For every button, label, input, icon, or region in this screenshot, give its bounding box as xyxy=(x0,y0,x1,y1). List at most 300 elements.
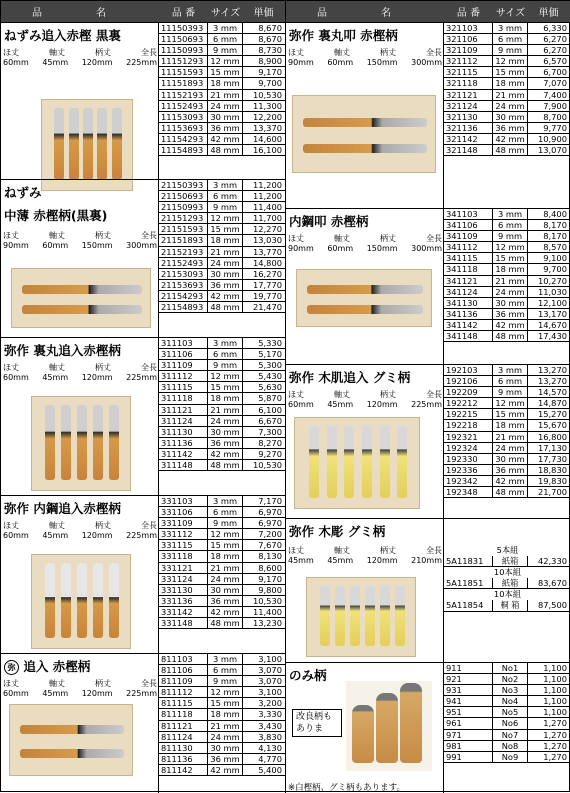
product-code: 331118 xyxy=(159,551,208,561)
product-info xyxy=(286,663,444,793)
product-size: No2 xyxy=(493,674,528,684)
product-size: 48 mm xyxy=(493,487,528,497)
product-price: 7,300 xyxy=(258,426,282,437)
table-row xyxy=(159,291,286,302)
product-price: 8,570 xyxy=(543,242,567,253)
table-row xyxy=(444,365,570,376)
chisel-handle-image xyxy=(376,693,398,763)
chisel-image xyxy=(61,563,71,638)
product-code: 911 xyxy=(444,663,493,673)
product-price: 8,670 xyxy=(258,34,282,45)
box-type: 桐 箱 xyxy=(493,600,528,610)
dim-label: 全長 xyxy=(141,363,157,372)
price-table xyxy=(444,209,570,342)
table-row xyxy=(159,438,286,449)
chisel-image xyxy=(303,118,427,127)
table-row xyxy=(159,607,286,618)
price-table xyxy=(159,338,286,471)
product-price: 21,470 xyxy=(252,302,282,313)
product-size: 21 mm xyxy=(493,90,528,100)
dims-values xyxy=(3,373,157,382)
product-code: 11154293 xyxy=(159,134,208,144)
table-row xyxy=(159,496,286,507)
table-row xyxy=(444,112,570,123)
dim-label: ほ丈 xyxy=(288,234,304,243)
dim-value: 45mm xyxy=(42,373,69,382)
right-header xyxy=(286,1,570,22)
product-size: 6 mm xyxy=(208,34,243,44)
product-code: 192342 xyxy=(444,476,493,486)
product-code: 311115 xyxy=(159,382,208,392)
product-code: 11153093 xyxy=(159,112,208,122)
price-table xyxy=(159,180,286,313)
product-size: 9 mm xyxy=(208,676,243,686)
table-row xyxy=(159,405,286,416)
table-row xyxy=(444,556,570,567)
product-size: 30 mm xyxy=(208,743,243,753)
product-price: 5,400 xyxy=(258,764,282,775)
product-code: 192324 xyxy=(444,443,493,453)
table-row xyxy=(444,231,570,242)
table-row xyxy=(444,718,570,729)
product-title-text: ねずみ xyxy=(4,185,42,200)
table-row xyxy=(159,743,286,754)
product-size: 24 mm xyxy=(208,574,243,584)
dim-label: 軸丈 xyxy=(49,521,65,530)
product-price: 6,270 xyxy=(543,45,567,56)
product-code: 11151893 xyxy=(159,78,208,88)
header-price: 単価 xyxy=(253,8,274,19)
chisel-image xyxy=(303,144,427,153)
table-row xyxy=(444,90,570,101)
product-size: 36 mm xyxy=(493,465,528,475)
dim-label: 全長 xyxy=(141,231,157,240)
dim-value: 120mm xyxy=(81,58,113,67)
product-price: 1,100 xyxy=(543,663,567,673)
product-price: 13,770 xyxy=(252,246,282,257)
product-size: 12 mm xyxy=(208,687,243,697)
product-price: 9,700 xyxy=(258,78,282,89)
product-size: 30 mm xyxy=(493,298,528,308)
product-code: 331109 xyxy=(159,518,208,528)
product-code: 21150993 xyxy=(159,202,208,212)
product-section xyxy=(1,495,286,653)
dim-label: ほ丈 xyxy=(3,363,19,372)
product-size: 21 mm xyxy=(208,563,243,573)
product-price: 3,330 xyxy=(258,709,282,720)
table-row xyxy=(444,420,570,431)
table-row xyxy=(159,145,286,156)
product-price: 1,100 xyxy=(543,685,567,696)
table-row xyxy=(444,454,570,465)
product-price: 10,530 xyxy=(252,89,282,100)
product-size: 15 mm xyxy=(208,698,243,708)
dims-labels xyxy=(288,233,442,244)
product-size: 6 mm xyxy=(493,376,528,386)
product-price: 11,700 xyxy=(252,213,282,224)
table-row xyxy=(444,465,570,476)
product-code: 21151293 xyxy=(159,213,208,223)
product-code: 311118 xyxy=(159,393,208,403)
chisel-image xyxy=(54,108,64,180)
table-row xyxy=(444,578,570,589)
product-price: 83,670 xyxy=(537,578,567,589)
dim-value: 45mm xyxy=(327,400,354,409)
chisel-image xyxy=(22,305,142,314)
table-row xyxy=(159,449,286,460)
table-row xyxy=(159,540,286,551)
header-price: 単価 xyxy=(538,8,559,19)
table-row xyxy=(159,551,286,562)
table-row xyxy=(444,487,570,498)
product-size: 24 mm xyxy=(208,258,243,268)
product-price: 16,100 xyxy=(252,145,282,156)
table-row xyxy=(444,696,570,707)
table-row xyxy=(444,78,570,89)
product-size: 6 mm xyxy=(493,220,528,230)
product-size: 3 mm xyxy=(208,180,243,190)
product-code: 811118 xyxy=(159,709,208,719)
product-size: 12 mm xyxy=(493,56,528,66)
product-section xyxy=(286,518,570,662)
table-row xyxy=(159,676,286,687)
product-price: 7,670 xyxy=(258,540,282,551)
table-row xyxy=(159,67,286,78)
chisel-image xyxy=(45,405,55,480)
product-code: 11150693 xyxy=(159,34,208,44)
product-price: 17,430 xyxy=(537,331,567,342)
product-section xyxy=(1,337,286,495)
product-size: 3 mm xyxy=(493,23,528,33)
chisel-image xyxy=(327,426,337,498)
product-code: 21154893 xyxy=(159,302,208,312)
product-price: 6,570 xyxy=(543,56,567,67)
product-size: 21 mm xyxy=(208,721,243,731)
product-code: 331130 xyxy=(159,585,208,595)
product-size: 18 mm xyxy=(208,78,243,88)
table-row xyxy=(159,618,286,629)
product-code: 991 xyxy=(444,752,493,762)
product-code: 311106 xyxy=(159,349,208,359)
table-row xyxy=(159,529,286,540)
product-size: 18 mm xyxy=(493,264,528,274)
product-code: 11150393 xyxy=(159,23,208,33)
table-row xyxy=(159,360,286,371)
product-code: 341106 xyxy=(444,220,493,230)
product-code: 11150993 xyxy=(159,45,208,55)
product-title-text: のみ柄 xyxy=(289,668,327,683)
product-size: 21 mm xyxy=(208,405,243,415)
product-size: 42 mm xyxy=(208,765,243,775)
product-code: 811121 xyxy=(159,721,208,731)
product-info xyxy=(1,180,159,337)
product-size: No4 xyxy=(493,696,528,706)
dim-value: 90mm xyxy=(288,244,314,253)
dims-labels xyxy=(288,389,442,400)
product-price: 12,100 xyxy=(537,297,567,308)
product-price: 42,330 xyxy=(537,556,567,567)
product-code: 341103 xyxy=(444,209,493,219)
product-code: 11151293 xyxy=(159,56,208,66)
dim-label: 軸丈 xyxy=(49,231,65,240)
product-price: 1,270 xyxy=(543,751,567,762)
product-code: 811109 xyxy=(159,676,208,686)
chisel-handle-image xyxy=(400,683,422,763)
product-info xyxy=(1,23,159,179)
product-size: 30 mm xyxy=(208,269,243,279)
product-price: 11,400 xyxy=(252,202,282,213)
product-size: No5 xyxy=(493,707,528,717)
dim-value: 60mm xyxy=(3,689,29,698)
dim-value: 300mm xyxy=(411,58,442,67)
product-price: 13,030 xyxy=(252,235,282,246)
product-code: 311142 xyxy=(159,449,208,459)
product-code: 21153693 xyxy=(159,280,208,290)
product-code: 331142 xyxy=(159,607,208,617)
table-row xyxy=(444,209,570,220)
product-price: 11,400 xyxy=(252,606,282,617)
product-info xyxy=(286,23,444,208)
dim-label: 柄丈 xyxy=(380,390,396,399)
table-row xyxy=(444,101,570,112)
product-code: 21150693 xyxy=(159,191,208,201)
product-size: 30 mm xyxy=(493,112,528,122)
header-name: 品 名 xyxy=(32,8,128,19)
dim-label: 柄丈 xyxy=(380,234,396,243)
product-size: 9 mm xyxy=(493,45,528,55)
product-code: 192218 xyxy=(444,420,493,430)
dim-value: 45mm xyxy=(42,531,69,540)
table-row xyxy=(444,443,570,454)
product-title xyxy=(4,499,121,517)
product-photo xyxy=(296,269,432,327)
product-title-text: 弥作 裏丸追入赤樫柄 xyxy=(4,343,121,358)
product-code: 21154293 xyxy=(159,291,208,301)
dim-value: 45mm xyxy=(327,556,354,565)
product-price: 18,830 xyxy=(537,464,567,475)
dim-label: 柄丈 xyxy=(380,546,396,555)
dim-value: 150mm xyxy=(81,241,113,250)
dim-label: ほ丈 xyxy=(288,546,304,555)
product-price: 3,830 xyxy=(258,731,282,742)
dim-value: 225mm xyxy=(126,58,157,67)
product-price: 7,070 xyxy=(543,78,567,89)
product-price: 10,270 xyxy=(537,275,567,286)
product-code: 192106 xyxy=(444,376,493,386)
product-size: 6 mm xyxy=(208,665,243,675)
chisel-image xyxy=(83,108,93,180)
product-code: 21152493 xyxy=(159,258,208,268)
dim-value: 225mm xyxy=(126,531,157,540)
table-row xyxy=(159,302,286,313)
table-row xyxy=(159,732,286,743)
header-code: 品 番 xyxy=(171,8,196,19)
product-section xyxy=(286,662,570,793)
dim-label: 軸丈 xyxy=(49,679,65,688)
price-table xyxy=(444,365,570,498)
product-size: 36 mm xyxy=(208,123,243,133)
product-code: 321124 xyxy=(444,101,493,111)
dim-value: 210mm xyxy=(411,556,442,565)
table-row xyxy=(159,687,286,698)
dim-label: ほ丈 xyxy=(288,48,304,57)
table-row xyxy=(159,23,286,34)
dim-label: ほ丈 xyxy=(3,48,19,57)
product-price: 4,130 xyxy=(258,742,282,753)
product-size: 18 mm xyxy=(493,78,528,88)
dim-value: 120mm xyxy=(366,556,398,565)
product-info xyxy=(1,654,159,793)
chisel-image xyxy=(307,285,423,294)
chisel-image xyxy=(362,426,372,498)
product-size: 24 mm xyxy=(208,732,243,742)
product-price: 9,800 xyxy=(258,584,282,595)
product-size: 48 mm xyxy=(208,302,243,312)
product-price: 5,330 xyxy=(258,338,282,348)
table-row xyxy=(159,654,286,665)
dim-value: 150mm xyxy=(366,58,398,67)
product-price: 8,270 xyxy=(258,437,282,448)
product-price: 5,430 xyxy=(258,371,282,382)
product-code: 11152493 xyxy=(159,101,208,111)
product-section xyxy=(1,653,286,793)
dim-value: 120mm xyxy=(81,689,113,698)
dims-values xyxy=(288,244,442,253)
product-size: 21 mm xyxy=(208,90,243,100)
product-size: 15 mm xyxy=(493,67,528,77)
product-code: 921 xyxy=(444,674,493,684)
product-size: 21 mm xyxy=(493,432,528,442)
product-photo xyxy=(292,95,436,173)
chisel-image xyxy=(380,426,390,498)
set-label xyxy=(444,589,570,600)
product-photo xyxy=(31,396,131,491)
product-code: 321136 xyxy=(444,123,493,133)
product-price: 16,800 xyxy=(537,431,567,442)
dim-label: 柄丈 xyxy=(95,363,111,372)
price-table xyxy=(286,545,570,612)
chisel-image xyxy=(397,426,407,498)
left-column xyxy=(1,1,286,793)
product-code: 341109 xyxy=(444,231,493,241)
table-row xyxy=(444,741,570,752)
product-size: 18 mm xyxy=(208,393,243,403)
dims-values xyxy=(3,531,157,540)
product-size: 48 mm xyxy=(208,618,243,628)
chisel-image xyxy=(109,563,119,638)
price-table xyxy=(444,23,570,156)
product-price: 9,170 xyxy=(258,67,282,78)
dim-label: ほ丈 xyxy=(3,521,19,530)
table-row xyxy=(159,765,286,776)
product-code: 192103 xyxy=(444,365,493,375)
product-size: No8 xyxy=(493,741,528,751)
table-row xyxy=(444,331,570,342)
product-price: 10,530 xyxy=(252,460,282,471)
chisel-image xyxy=(20,749,124,758)
product-price: 6,330 xyxy=(543,23,567,33)
left-header xyxy=(1,1,285,22)
table-row xyxy=(159,393,286,404)
table-row xyxy=(159,507,286,518)
dim-label: ほ丈 xyxy=(288,390,304,399)
product-price: 11,200 xyxy=(252,180,282,190)
footnote: ※白樫柄、グミ柄もあります。 xyxy=(288,783,405,793)
table-row xyxy=(159,518,286,529)
table-row xyxy=(159,56,286,67)
product-size: 6 mm xyxy=(493,34,528,44)
product-size: 18 mm xyxy=(493,420,528,430)
product-code: 971 xyxy=(444,730,493,740)
table-row xyxy=(159,596,286,607)
chisel-image xyxy=(97,108,107,180)
product-code: 311136 xyxy=(159,438,208,448)
price-table xyxy=(159,23,286,156)
product-size: 15 mm xyxy=(208,540,243,550)
product-subtitle: 中薄 赤樫柄(黒裏) xyxy=(4,208,108,223)
product-code: 192321 xyxy=(444,432,493,442)
product-size: 3 mm xyxy=(208,496,243,506)
product-code: 321148 xyxy=(444,145,493,155)
dim-value: 150mm xyxy=(366,244,398,253)
product-price: 12,200 xyxy=(252,111,282,122)
product-size: 9 mm xyxy=(493,387,528,397)
table-row xyxy=(444,242,570,253)
product-price: 6,700 xyxy=(543,67,567,78)
product-title xyxy=(4,341,121,359)
dim-label: 柄丈 xyxy=(95,231,111,240)
dims-labels xyxy=(3,362,157,373)
table-row xyxy=(159,585,286,596)
product-photo xyxy=(11,268,151,328)
header-name: 品 名 xyxy=(317,8,413,19)
product-code: 331148 xyxy=(159,618,208,628)
product-size: No9 xyxy=(493,752,528,762)
product-size: 15 mm xyxy=(208,382,243,392)
product-price: 3,100 xyxy=(258,687,282,698)
product-section xyxy=(286,22,570,208)
set-label xyxy=(444,545,570,556)
dim-label: 全長 xyxy=(141,48,157,57)
product-code: 311121 xyxy=(159,405,208,415)
product-price: 14,670 xyxy=(537,319,567,330)
table-row xyxy=(159,371,286,382)
product-size: 42 mm xyxy=(208,291,243,301)
product-code: 341124 xyxy=(444,287,493,297)
table-row xyxy=(444,56,570,67)
product-code: 5A11851 xyxy=(444,578,493,588)
product-size: 3 mm xyxy=(493,209,528,219)
product-size: 24 mm xyxy=(493,101,528,111)
product-code: 331112 xyxy=(159,529,208,539)
dim-label: 全長 xyxy=(426,234,442,243)
product-price: 8,400 xyxy=(543,209,567,219)
dim-label: 全長 xyxy=(141,679,157,688)
product-size: 9 mm xyxy=(208,45,243,55)
chisel-handle-image xyxy=(352,705,374,763)
box-type: 紙箱 xyxy=(493,556,528,566)
product-price: 17,730 xyxy=(537,453,567,464)
table-row xyxy=(444,432,570,443)
product-title xyxy=(289,666,327,684)
table-row xyxy=(159,338,286,349)
dim-value: 60mm xyxy=(42,241,69,250)
product-size: 30 mm xyxy=(208,585,243,595)
dim-value: 300mm xyxy=(126,241,157,250)
table-row xyxy=(444,730,570,741)
chisel-image xyxy=(309,426,319,498)
chisel-image xyxy=(93,405,103,480)
